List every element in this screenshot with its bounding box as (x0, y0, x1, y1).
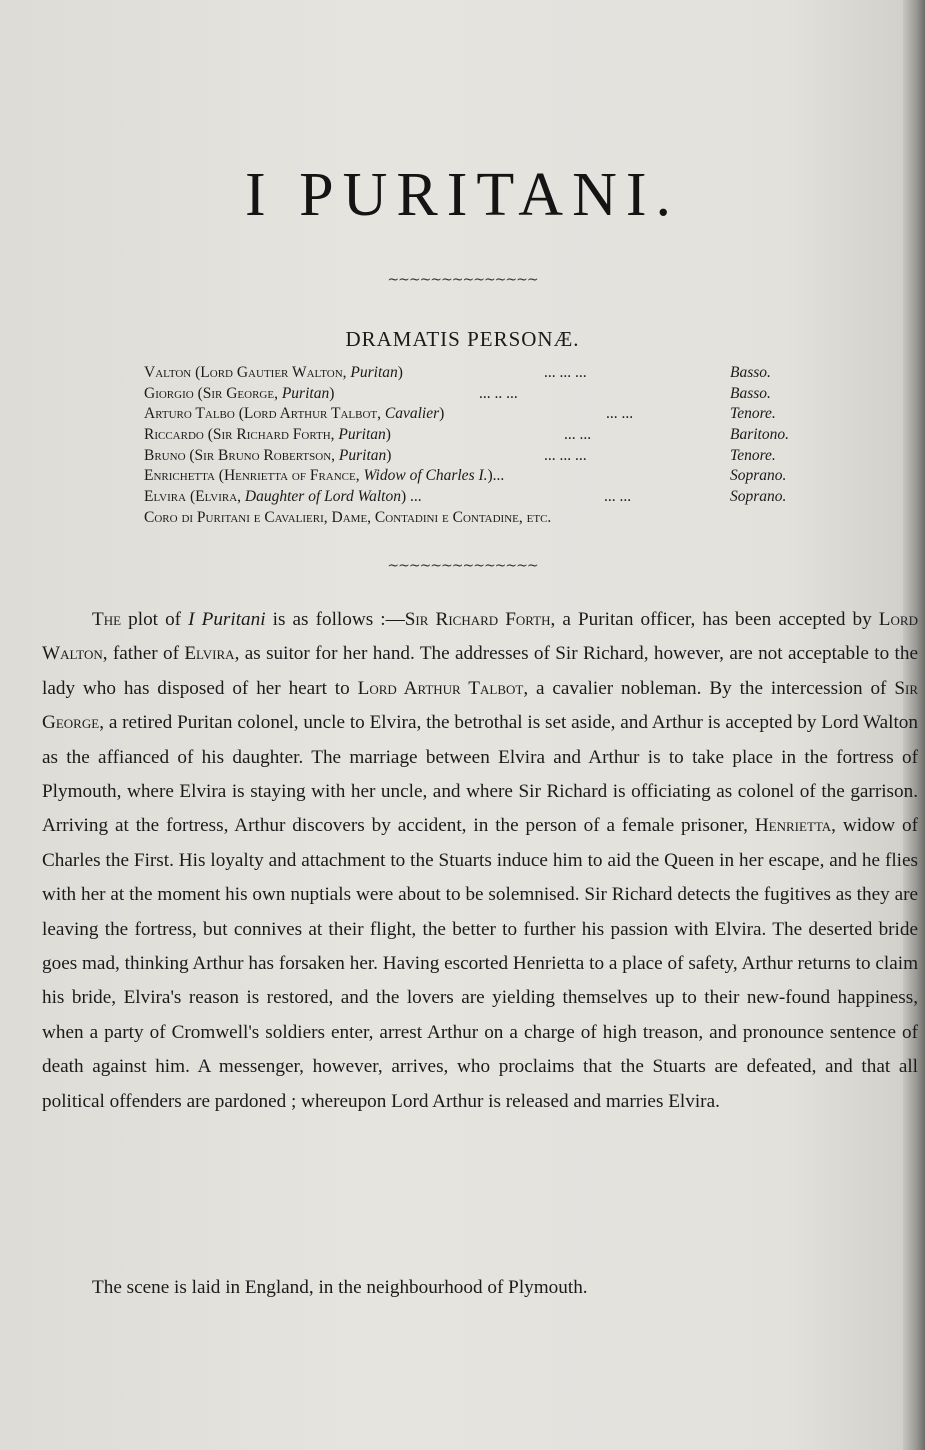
cast-row-enrichetta: Enrichetta (Henrietta of France, Widow of Charles I.)... Soprano. (144, 467, 787, 485)
cast-list (144, 364, 834, 530)
cast-row-giorgio: Giorgio (Sir George, Puritan) ... .. ... Basso. (144, 384, 771, 402)
ornament-top: ~~~~~~~~~~~~~~ (387, 272, 538, 288)
cast-row-bruno: Bruno (Sir Bruno Robertson, Puritan) ... ... ... Tenore. (144, 446, 776, 464)
cast-row-valton: Valton (Lord Gautier Walton, Puritan) ... ... ... Basso. (144, 364, 771, 381)
page-title: I PURITANI. (244, 161, 680, 229)
cast-row-arturo: Arturo Talbo (Lord Arthur Talbot, Cavalier) ... ... Tenore. (144, 405, 776, 423)
plot-summary (42, 603, 918, 1119)
cast-row-chorus: Coro di Puritani e Cavalieri, Dame, Contadini e Contadine, etc. (144, 508, 552, 526)
plot-paragraph: The plot of I Puritani is as follows :—Sir Richard Forth, a Puritan officer, has been accepted by Lord Walton, father of Elvira, as suitor for her hand. The addresses of Sir Richard, however, are not acceptable to the lady who has disposed of her heart to Lord Arthur Talbot, a cavalier nobleman. By the intercession of Sir George, a retired Puritan colonel, uncle to Elvira, the betrothal is set aside, and Arthur is accepted by Lord Walton as the affianced of his daughter. The marriage between Elvira and Arthur is to take place in the fortress of Plymouth, where Elvira is staying with her uncle, and where Sir Richard is officiating as colonel of the garrison. Arriving at the fortress, Arthur discovers by accident, in the person of a female prisoner, Henrietta, widow of Charles the First. His loyalty and attachment to the Stuarts induce him to aid the Queen in her escape, and he flies with her at the moment his own nuptials were about to be solemnised. Sir Richard detects the fugitives as they are leaving the fortress, but connives at their flight, the better to further his passion with Elvira. The deserted bride goes mad, thinking Arthur has forsaken her. Having escorted Henrietta to a place of safety, Arthur returns to claim his bride, Elvira's reason is restored, and the lovers are yielding themselves up to their new-found happiness, when a party of Cromwell's soldiers enter, arrest Arthur on a charge of high treason, and pronounce sentence of death against him. A messenger, however, arrives, who proclaims that the Stuarts are defeated, and that all political offenders are pardoned ; whereupon Lord Arthur is released and marries Elvira. (42, 609, 918, 1112)
scene-note: The scene is laid in England, in the neighbourhood of Plymouth. (92, 1277, 588, 1298)
ornament-middle: ~~~~~~~~~~~~~~ (387, 558, 538, 574)
cast-row-riccardo: Riccardo (Sir Richard Forth, Puritan) ... ... Baritono. (144, 426, 789, 444)
cast-row-elvira: Elvira (Elvira, Daughter of Lord Walton) ... ... ... Soprano. (144, 488, 787, 506)
dramatis-personae-heading: DRAMATIS PERSONÆ. (345, 327, 580, 351)
